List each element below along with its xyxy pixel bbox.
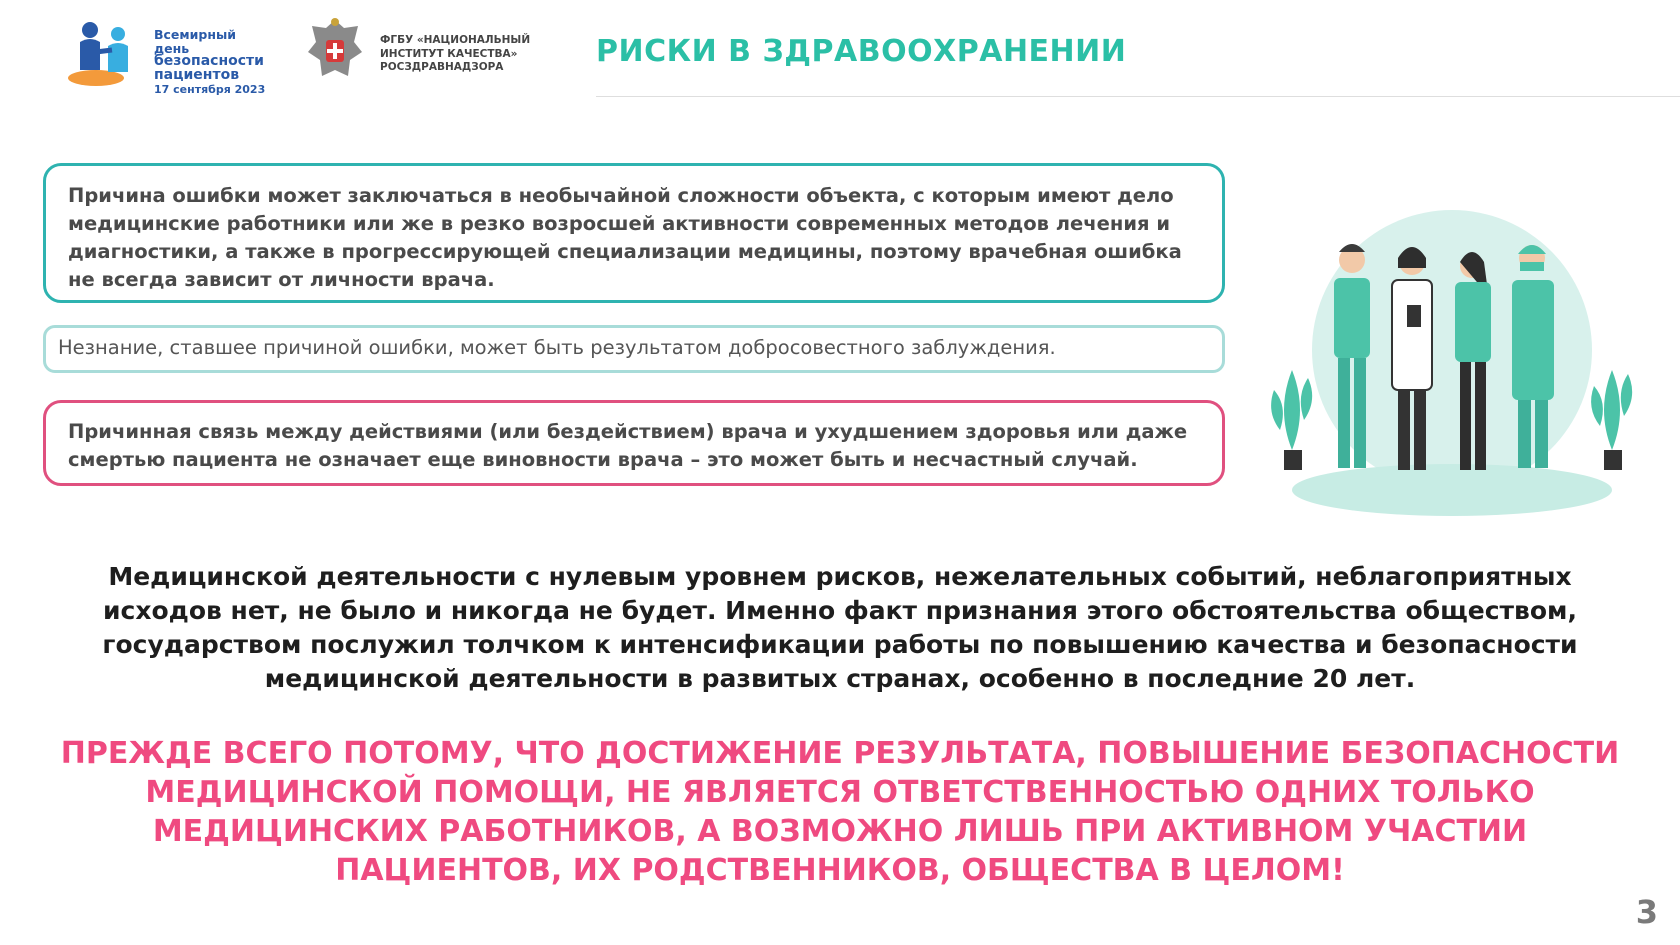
coat-of-arms-icon [300,14,370,88]
event-logo-line1: Всемирный день [154,27,237,56]
institute-logo [300,14,540,88]
patient-safety-logo-icon [66,20,146,90]
institute-logo-line2: ИНСТИТУТ КАЧЕСТВА» [380,47,518,60]
title-divider [596,96,1680,97]
institute-logo-line3: РОСЗДРАВНАДЗОРА [380,61,504,73]
page-title: РИСКИ В ЗДРАВООХРАНЕНИИ [596,34,1127,69]
medical-staff-illustration [1262,200,1642,520]
page-number: 3 [1635,893,1658,931]
event-logo [66,20,266,96]
event-logo-date: 17 сентября 2023 [154,83,266,96]
info-box-teal: Причина ошибки может заключаться в необычайной сложности объекта, с которым имеют дело медицинские работники или же в резко возросшей активности современных методов лечения и диагностики, а также в прогрессирующей специализации медицины, поэтому врачебная ошибка не всегда зависит от личности врача. [43,163,1225,303]
info-box-light: Незнание, ставшее причиной ошибки, может быть результатом добросовестного заблуждения. [43,325,1225,373]
callout-text: ПРЕЖДЕ ВСЕГО ПОТОМУ, ЧТО ДОСТИЖЕНИЕ РЕЗУЛЬТАТА, ПОВЫШЕНИЕ БЕЗОПАСНОСТИ МЕДИЦИНСКОЙ ПОМОЩИ, НЕ ЯВЛЯЕТСЯ ОТВЕТСТВЕННОСТЬЮ ОДНИХ ТОЛЬКО МЕДИЦИНСКИХ РАБОТНИКОВ, А ВОЗМОЖНО ЛИШЬ ПРИ АКТИВНОМ УЧАСТИИ ПАЦИЕНТОВ, ИХ РОДСТВЕННИКОВ, ОБЩЕСТВА В ЦЕЛОМ! [60,736,1620,888]
event-logo-line2: безопасности [154,53,264,69]
institute-logo-line1: ФГБУ «НАЦИОНАЛЬНЫЙ [380,34,531,46]
event-logo-text [154,28,266,97]
main-paragraph: Медицинской деятельности с нулевым уровнем рисков, нежелательных событий, неблагоприятных исходов нет, не было и никогда не будет. Именно факт признания этого обстоятельства обществом, государством послужил толчком к интенсификации работы по повышению качества и безопасности медицинской деятельности в развитых странах, особенно в последние 20 лет. [102,562,1578,693]
institute-logo-text [380,34,530,75]
info-box-pink: Причинная связь между действиями (или бездействием) врача и ухудшением здоровья или даже смертью пациента не означает еще виновности врача – это может быть и несчастный случай. [43,400,1225,486]
event-logo-line3: пациентов [154,66,240,83]
